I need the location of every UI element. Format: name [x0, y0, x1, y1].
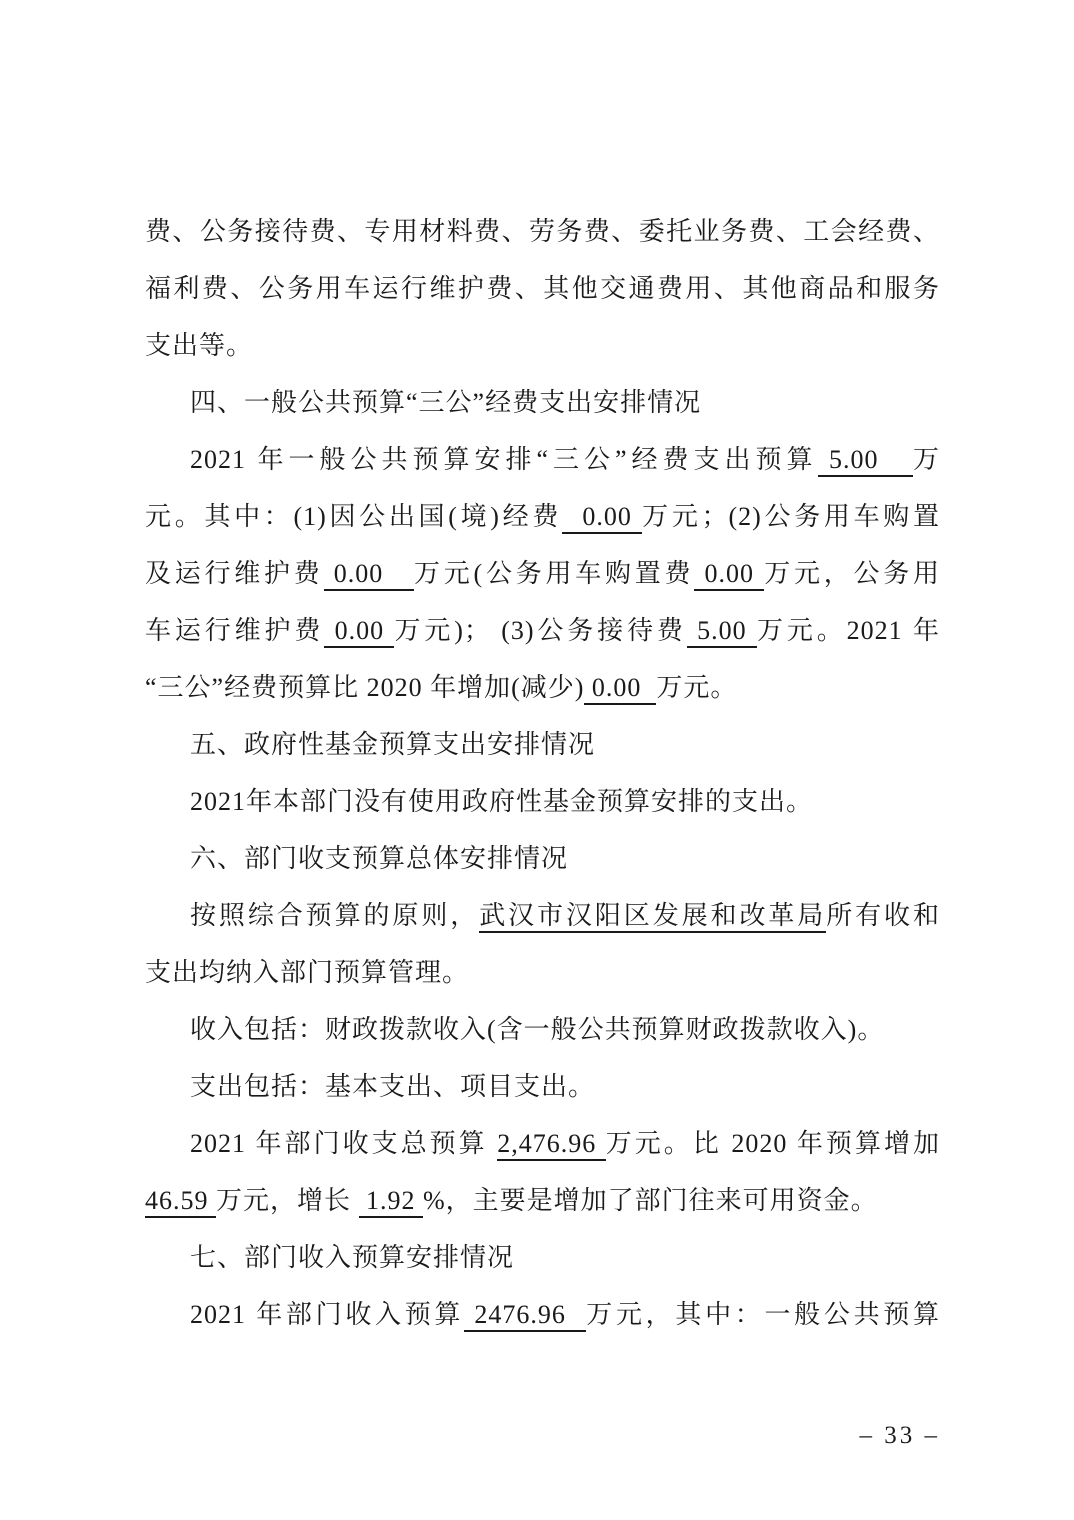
- text-line: [145, 374, 940, 431]
- text-run: 万: [912, 445, 940, 474]
- text-line: [145, 1229, 940, 1286]
- underlined-value: 5.00: [818, 445, 913, 477]
- text-run: 万元。比 2020 年预算增加: [605, 1129, 940, 1158]
- text-line: [145, 1001, 940, 1058]
- text-line: [145, 488, 940, 545]
- underlined-value: 1.92: [359, 1186, 424, 1218]
- text-run: 福利费、公务用车运行维护费、其他交通费用、其他商品和服务: [145, 274, 940, 303]
- text-run: 按照综合预算的原则，: [190, 901, 480, 930]
- text-line: [145, 260, 940, 317]
- underlined-value: 0.00: [584, 673, 656, 705]
- text-run: 所有收和: [826, 901, 940, 930]
- text-line: [145, 1115, 940, 1172]
- text-run: “三公”经费预算比 2020 年增加(减少): [145, 673, 585, 702]
- text-run: 万元，公务用: [764, 559, 940, 588]
- text-run: 万元。2021 年: [757, 616, 940, 645]
- text-run: 2021年本部门没有使用政府性基金预算安排的支出。: [190, 787, 814, 816]
- text-run: 及运行维护费: [145, 559, 324, 588]
- text-line: [145, 659, 940, 716]
- text-line: [145, 602, 940, 659]
- text-run: 万元。: [656, 673, 738, 702]
- underlined-value: 0.00: [562, 502, 642, 534]
- underlined-value: 0.00: [324, 616, 394, 648]
- underlined-value: 5.00: [687, 616, 757, 648]
- text-run: 万元，其中：一般公共预算: [586, 1300, 940, 1329]
- underlined-value: 2,476.96: [497, 1129, 606, 1161]
- text-line: [145, 431, 940, 488]
- text-run: 费、公务接待费、专用材料费、劳务费、委托业务费、工会经费、: [145, 217, 940, 246]
- text-line: [145, 317, 940, 374]
- text-line: [145, 944, 940, 1001]
- underlined-value: 0.00: [324, 559, 415, 591]
- text-run: 万元；(2)公务用车购置: [642, 502, 941, 531]
- text-run: 收入包括：财政拨款收入(含一般公共预算财政拨款收入)。: [190, 1015, 885, 1044]
- text-line: [145, 887, 940, 944]
- text-run: 支出包括：基本支出、项目支出。: [190, 1072, 596, 1101]
- text-line: [145, 1286, 940, 1343]
- text-line: [145, 1058, 940, 1115]
- text-run: 2021 年部门收入预算: [190, 1300, 465, 1329]
- text-run: 七、部门收入预算安排情况: [190, 1243, 515, 1272]
- text-run: 五、政府性基金预算支出安排情况: [190, 730, 596, 759]
- text-line: [145, 545, 940, 602]
- text-run: 万元(公务用车购置费: [414, 559, 695, 588]
- text-run: 2021 年一般公共预算安排“三公”经费支出预算: [190, 445, 818, 474]
- page-number: – 33 –: [859, 1422, 940, 1449]
- text-line: [145, 830, 940, 887]
- text-run: 车运行维护费: [145, 616, 325, 645]
- text-run: 万元，增长: [216, 1186, 359, 1215]
- text-run: 支出等。: [145, 331, 254, 360]
- text-line: [145, 716, 940, 773]
- document-body: [145, 203, 940, 1343]
- text-line: [145, 1172, 940, 1229]
- text-run: 支出均纳入部门预算管理。: [145, 958, 470, 987]
- text-run: 万元)； (3)公务接待费: [394, 616, 687, 645]
- text-line: [145, 203, 940, 260]
- text-run: 2021 年部门收支总预算: [190, 1129, 498, 1158]
- underlined-value: 46.59: [145, 1186, 216, 1218]
- text-run: 元。其中：(1)因公出国(境)经费: [145, 502, 563, 531]
- text-line: [145, 773, 940, 830]
- text-run: 六、部门收支预算总体安排情况: [190, 844, 569, 873]
- underlined-value: 2476.96: [464, 1300, 586, 1332]
- underlined-value: 武汉市汉阳区发展和改革局: [479, 901, 826, 933]
- text-run: %，主要是增加了部门往来可用资金。: [423, 1186, 878, 1215]
- text-run: 四、一般公共预算“三公”经费支出安排情况: [190, 388, 702, 417]
- underlined-value: 0.00: [694, 559, 764, 591]
